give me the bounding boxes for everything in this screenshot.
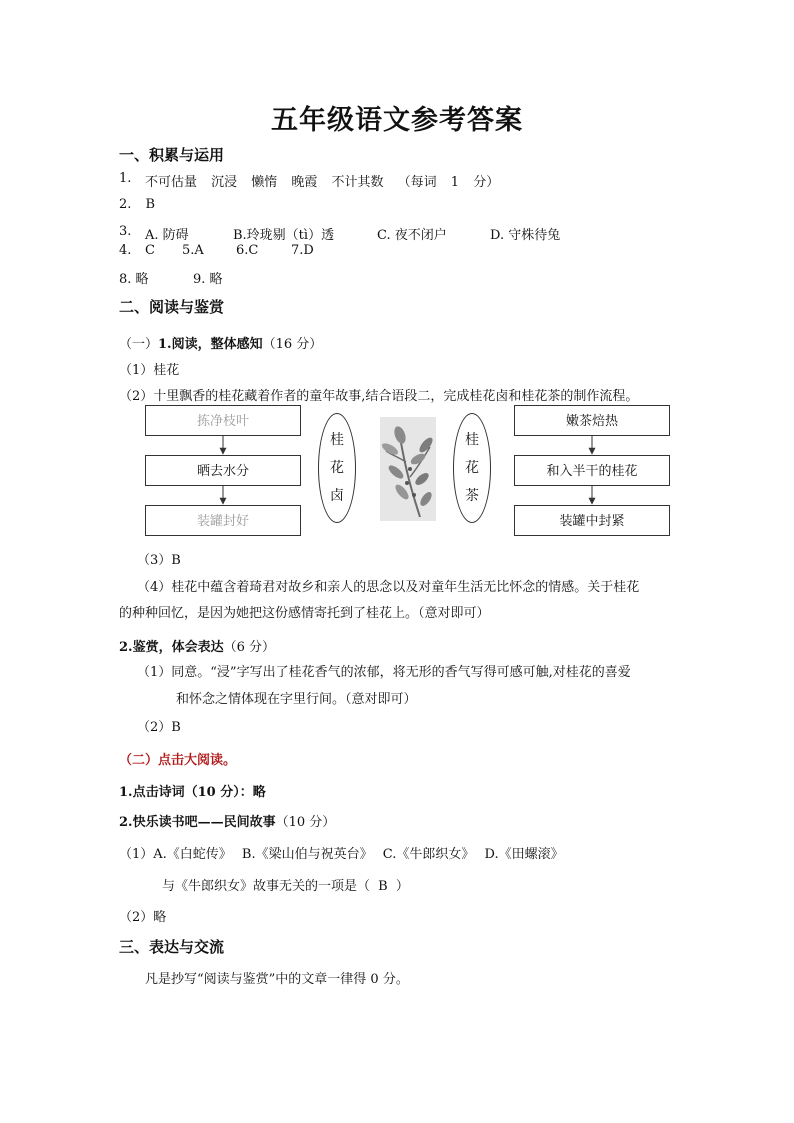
flow-right-step-3: 装罐中封紧: [514, 505, 670, 536]
oval-right-char-3: 茶: [465, 488, 479, 504]
flow-right-step-1: 嫩茶焙热: [514, 405, 670, 436]
flow-right-step-2: 和入半干的桂花: [514, 455, 670, 486]
sub2-title: 点击大阅读。: [158, 753, 237, 768]
q5-answer: 5.A: [182, 243, 204, 258]
part2-answer-2: （2）B: [137, 720, 181, 735]
reading-title: 2.快乐读书吧——民间故事: [119, 815, 276, 830]
poem-answer: 1.点击诗词（10 分）：略: [119, 785, 266, 800]
part2-score: （6 分）: [223, 640, 275, 655]
q4-label: 4.: [119, 243, 132, 258]
section1-heading: 一、积累与运用: [119, 146, 225, 164]
part2-answer-1-line2: 和怀念之情体现在字里行间。（意对即可）: [176, 692, 417, 707]
flow-left-step-2: 晒去水分: [145, 455, 301, 486]
q6-answer: 6.C: [236, 243, 259, 258]
part1-prefix: （一）: [119, 337, 159, 352]
section2-heading: 二、阅读与鉴赏: [119, 298, 225, 316]
q3-option-d: D. 守株待兔: [490, 228, 561, 243]
answer-3: （3）B: [137, 553, 181, 568]
reading-options: （1）A.《白蛇传》 B.《梁山伯与祝英台》 C.《牛郎织女》 D.《田螺滚》: [119, 847, 564, 862]
q3-option-b: B.玲珑剔（tì）透: [233, 228, 335, 243]
q8-answer: 8. 略: [119, 272, 149, 287]
oval-left-char-3: 卤: [330, 488, 344, 504]
reading-score: （10 分）: [275, 815, 336, 830]
section3-text: 凡是抄写“阅读与鉴赏”中的文章一律得 0 分。: [145, 972, 409, 987]
q1-answer: 不可估量 沉浸 懒惰 晚霞 不计其数 （每词 1 分）: [145, 175, 500, 190]
q3-label: 3.: [119, 224, 132, 239]
oval-right-char-1: 桂: [465, 432, 479, 448]
oval-left-char-2: 花: [330, 460, 344, 476]
answer-1: （1）桂花: [119, 363, 180, 378]
answer-4-line2: 的种种回忆，是因为她把这份感情寄托到了桂花上。（意对即可）: [119, 606, 490, 621]
q1-label: 1.: [119, 171, 132, 186]
flow-oval-osmanthus-syrup: [318, 413, 356, 523]
answer-4-line1: （4）桂花中蕴含着琦君对故乡和亲人的思念以及对童年生活无比怀念的情感。关于桂花: [137, 580, 640, 595]
part1-title: 1.阅读，整体感知: [158, 337, 263, 352]
section3-heading: 三、表达与交流: [119, 938, 225, 956]
q7-answer: 7.D: [291, 243, 314, 258]
flow-left-step-1: 拣净枝叶: [145, 405, 301, 436]
oval-left-char-1: 桂: [330, 432, 344, 448]
osmanthus-branch-image: [380, 417, 436, 521]
part1-score: （16 分）: [262, 337, 323, 352]
page-title: 五年级语文参考答案: [271, 105, 523, 136]
q2-answer: 2. B: [119, 197, 156, 212]
sub2-prefix: （二）: [119, 753, 159, 768]
q3-option-a: A. 防碍: [145, 228, 189, 243]
flow-oval-osmanthus-tea: [453, 413, 491, 523]
answer-2: （2）十里飘香的桂花藏着作者的童年故事,结合语段二，完成桂花卤和桂花茶的制作流程。: [119, 389, 639, 404]
oval-right-char-2: 花: [465, 460, 479, 476]
reading-answer-2: （2）略: [119, 910, 167, 925]
part2-title: 2.鉴赏，体会表达: [119, 640, 224, 655]
reading-question: 与《牛郎织女》故事无关的一项是（ B ）: [162, 879, 409, 894]
q4-answer: C: [145, 243, 155, 258]
q9-answer: 9. 略: [193, 272, 223, 287]
part2-answer-1-line1: （1）同意。“浸”字写出了桂花香气的浓郁，将无形的香气写得可感可触,对桂花的喜爱: [137, 665, 631, 680]
q3-option-c: C. 夜不闭户: [377, 228, 447, 243]
flow-left-step-3: 装罐封好: [145, 505, 301, 536]
